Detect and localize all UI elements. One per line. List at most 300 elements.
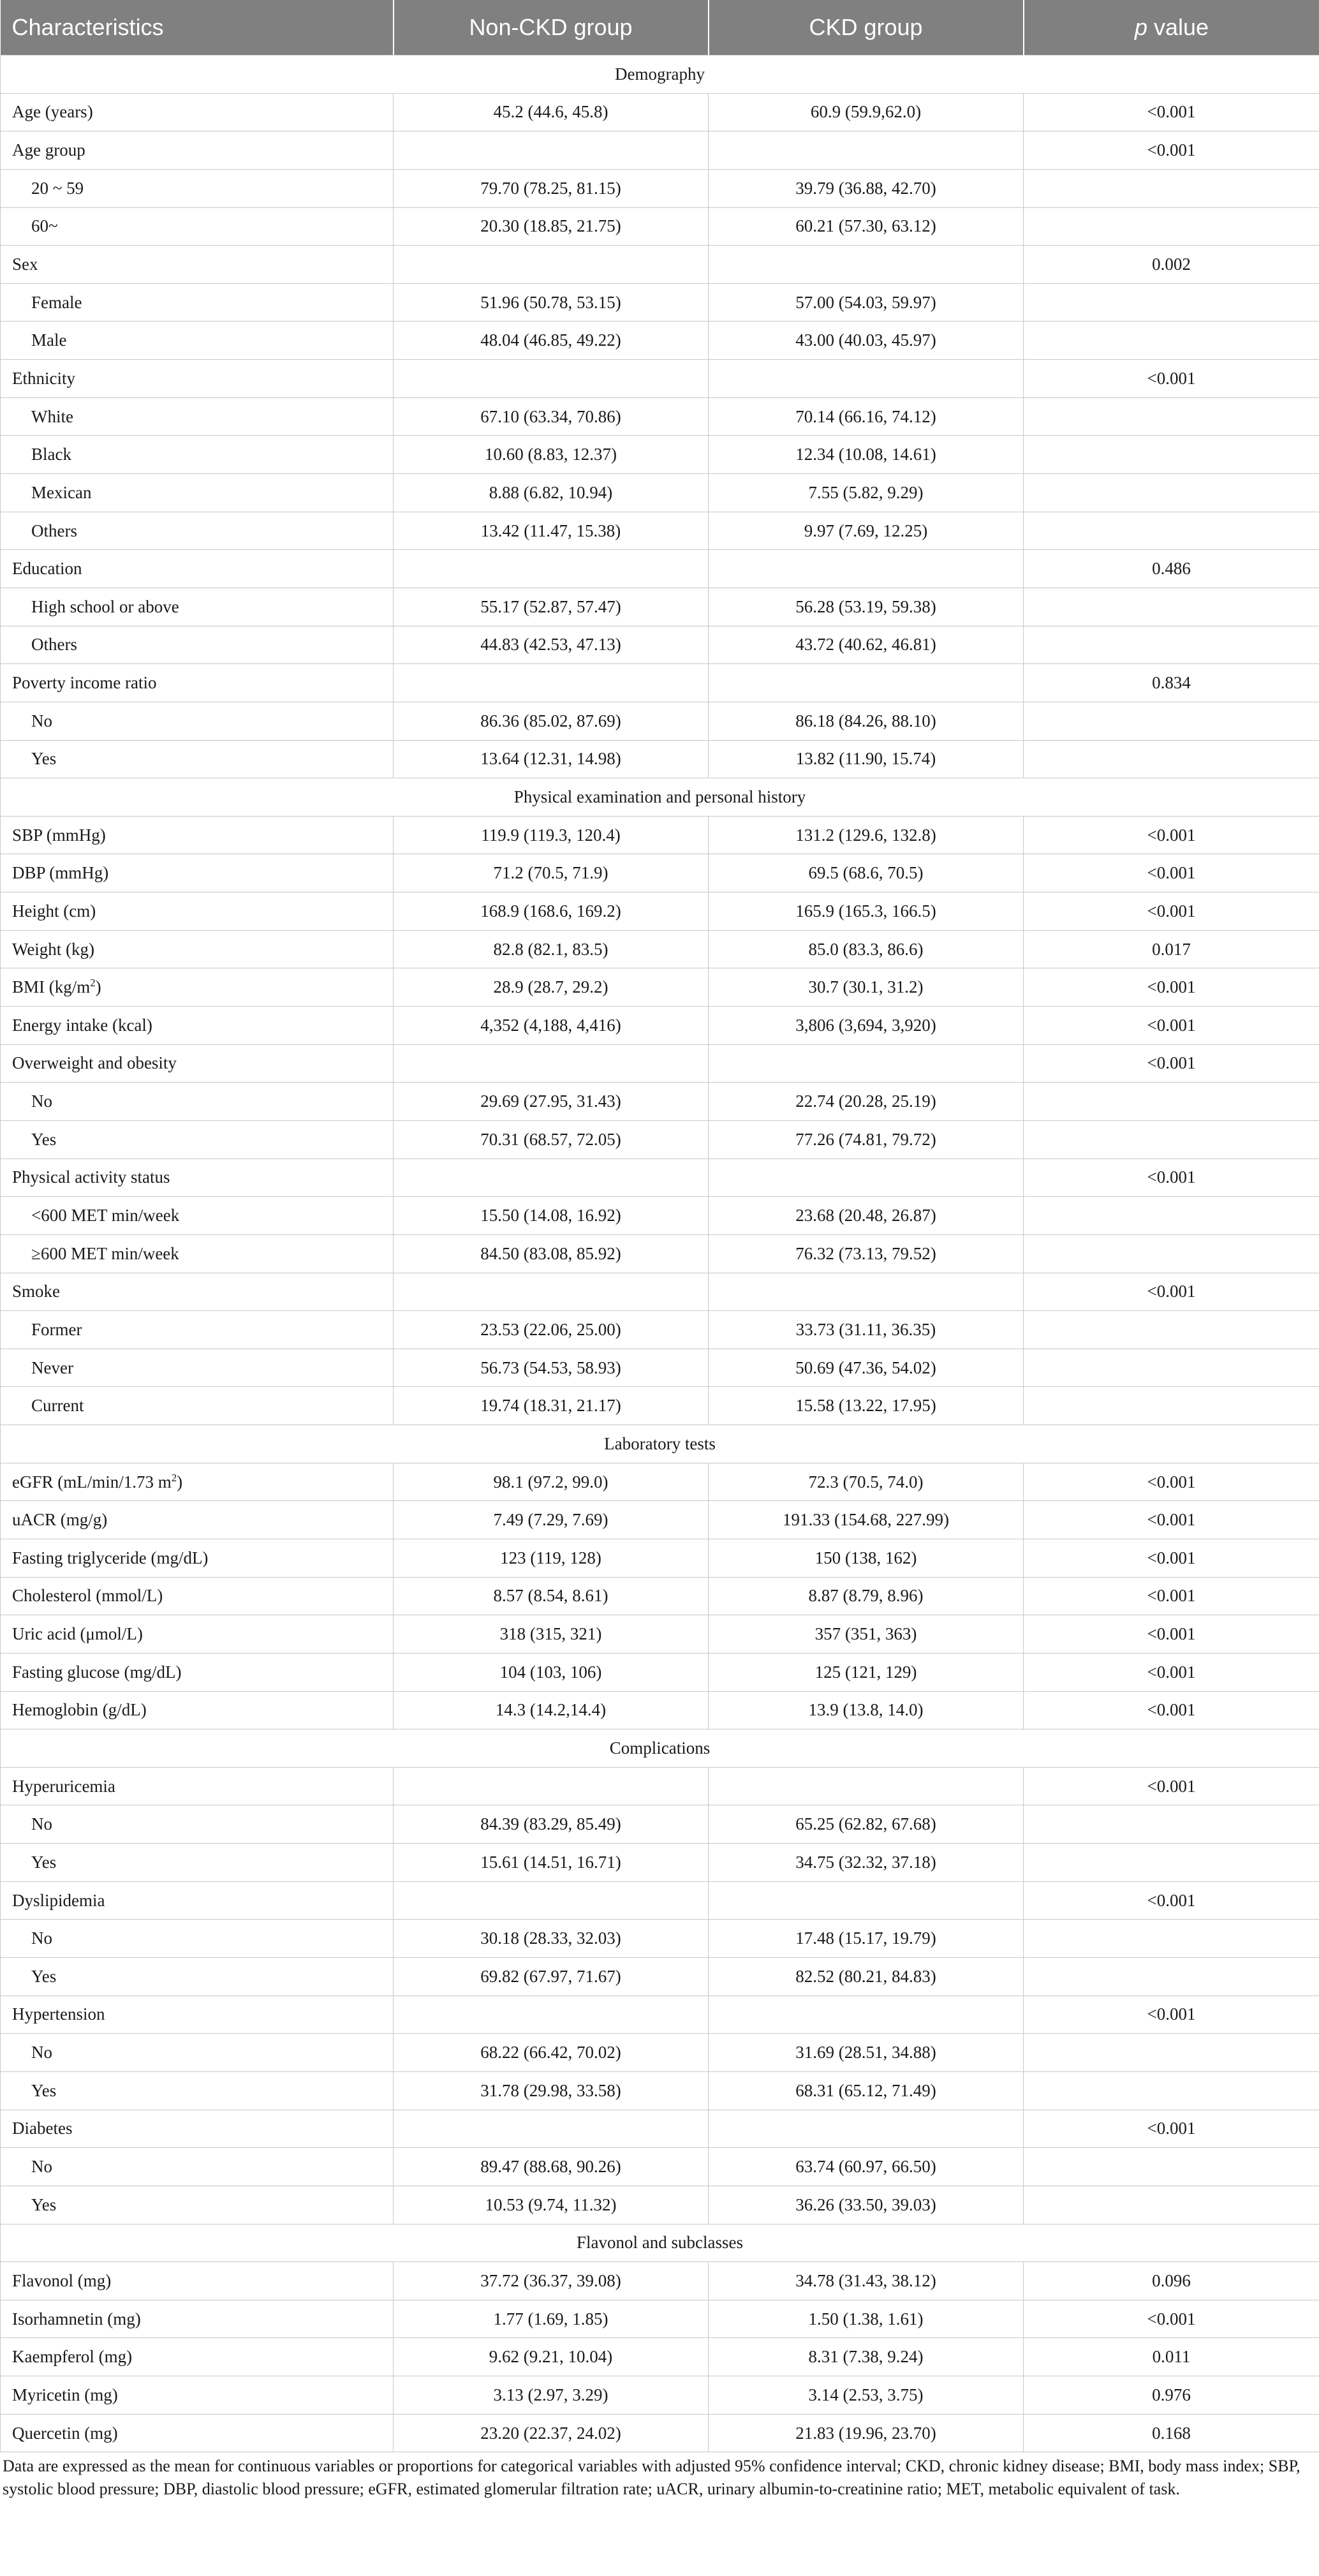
p-value: <0.001 (1024, 2110, 1319, 2148)
ckd-value: 191.33 (154.68, 227.99) (709, 1501, 1024, 1539)
table-row (1, 664, 1319, 702)
non-ckd-value (394, 131, 709, 170)
row-characteristic (1, 322, 394, 360)
characteristic-label: Physical activity status (12, 1167, 170, 1187)
characteristic-label-suffix: ) (177, 1472, 183, 1492)
row-characteristic (1, 1767, 394, 1805)
row-characteristic (1, 2034, 394, 2072)
table-row (1, 702, 1319, 740)
ckd-value (709, 550, 1024, 588)
row-characteristic (1, 854, 394, 892)
non-ckd-value: 44.83 (42.53, 47.13) (394, 626, 709, 664)
characteristic-label: SBP (mmHg) (12, 825, 106, 845)
characteristic-label: Hemoglobin (g/dL) (12, 1700, 147, 1720)
table-row (1, 1044, 1319, 1083)
ckd-value: 131.2 (129.6, 132.8) (709, 816, 1024, 854)
header-ckd-group: CKD group (709, 0, 1024, 56)
non-ckd-value: 13.42 (11.47, 15.38) (394, 512, 709, 550)
section-header-row (1, 56, 1319, 94)
p-value (1024, 1197, 1319, 1235)
table-row (1, 1463, 1319, 1501)
p-value (1024, 474, 1319, 512)
row-characteristic (1, 246, 394, 284)
p-value: <0.001 (1024, 2300, 1319, 2338)
p-value: <0.001 (1024, 1273, 1319, 1311)
characteristic-label: Age group (12, 140, 85, 160)
ckd-value: 7.55 (5.82, 9.29) (709, 474, 1024, 512)
non-ckd-value: 10.60 (8.83, 12.37) (394, 436, 709, 474)
row-characteristic (1, 626, 394, 664)
non-ckd-value: 15.50 (14.08, 16.92) (394, 1197, 709, 1235)
table-row (1, 1653, 1319, 1691)
p-value (1024, 1311, 1319, 1349)
non-ckd-value: 23.20 (22.37, 24.02) (394, 2414, 709, 2452)
p-value: <0.001 (1024, 968, 1319, 1007)
row-characteristic (1, 207, 394, 246)
characteristic-label: Quercetin (mg) (12, 2423, 118, 2443)
row-characteristic (1, 930, 394, 968)
characteristic-label: Yes (31, 1966, 57, 1986)
characteristic-label: No (31, 711, 52, 730)
characteristic-label: Black (31, 445, 71, 464)
p-value: <0.001 (1024, 1463, 1319, 1501)
p-value: <0.001 (1024, 1044, 1319, 1083)
non-ckd-value: 29.69 (27.95, 31.43) (394, 1083, 709, 1121)
p-value (1024, 2034, 1319, 2072)
table-row (1, 2300, 1319, 2338)
non-ckd-value: 69.82 (67.97, 71.67) (394, 1958, 709, 1996)
p-value (1024, 1958, 1319, 1996)
characteristic-label: Overweight and obesity (12, 1053, 177, 1073)
characteristic-label: Myricetin (mg) (12, 2385, 118, 2404)
table-row (1, 1691, 1319, 1729)
non-ckd-value: 56.73 (54.53, 58.93) (394, 1349, 709, 1387)
row-characteristic (1, 360, 394, 398)
ckd-value: 13.82 (11.90, 15.74) (709, 740, 1024, 778)
row-characteristic (1, 2376, 394, 2415)
p-value: <0.001 (1024, 854, 1319, 892)
table-row (1, 1577, 1319, 1615)
table-row (1, 1197, 1319, 1235)
p-value: <0.001 (1024, 1158, 1319, 1197)
row-characteristic (1, 2186, 394, 2224)
table-row (1, 1767, 1319, 1805)
table-row (1, 1958, 1319, 1996)
characteristic-label: Weight (kg) (12, 939, 95, 959)
p-value: <0.001 (1024, 360, 1319, 398)
row-characteristic (1, 1920, 394, 1958)
table-row (1, 474, 1319, 512)
characteristic-label: Sex (12, 255, 38, 274)
row-characteristic (1, 702, 394, 740)
non-ckd-value: 23.53 (22.06, 25.00) (394, 1311, 709, 1349)
non-ckd-value: 168.9 (168.6, 169.2) (394, 892, 709, 931)
ckd-value: 85.0 (83.3, 86.6) (709, 930, 1024, 968)
row-characteristic (1, 664, 394, 702)
row-characteristic (1, 1539, 394, 1577)
table-row (1, 816, 1319, 854)
ckd-value: 21.83 (19.96, 23.70) (709, 2414, 1024, 2452)
ckd-value: 60.21 (57.30, 63.12) (709, 207, 1024, 246)
table-footnote: Data are expressed as the mean for continuous variables or proportions for categorical variables with adjusted 95% confidence interval; CKD, chronic kidney disease; BMI, body mass index; SBP, systolic blood pressure; DBP, diastolic blood pressure; eGFR, estimated glomerular filtration rate; uACR, urinary albumin-to-creatinine ratio; MET, metabolic equivalent of task. (3, 2457, 1301, 2499)
table-row (1, 1805, 1319, 1844)
row-characteristic (1, 2071, 394, 2110)
ckd-value: 8.87 (8.79, 8.96) (709, 1577, 1024, 1615)
non-ckd-value: 79.70 (78.25, 81.15) (394, 169, 709, 207)
table-row (1, 2376, 1319, 2415)
characteristic-superscript: 2 (90, 977, 96, 989)
characteristic-superscript: 2 (171, 1471, 177, 1484)
non-ckd-value: 98.1 (97.2, 99.0) (394, 1463, 709, 1501)
ckd-value: 1.50 (1.38, 1.61) (709, 2300, 1024, 2338)
row-characteristic (1, 2148, 394, 2186)
characteristic-label: 60~ (31, 216, 58, 236)
section-title: Complications (1, 1729, 1319, 1768)
section-title: Physical examination and personal history (1, 778, 1319, 817)
non-ckd-value (394, 1044, 709, 1083)
p-value (1024, 1920, 1319, 1958)
ckd-value (709, 1044, 1024, 1083)
non-ckd-value: 70.31 (68.57, 72.05) (394, 1120, 709, 1158)
row-characteristic (1, 816, 394, 854)
characteristic-label: Height (cm) (12, 901, 96, 921)
p-value: <0.001 (1024, 1691, 1319, 1729)
row-characteristic (1, 1691, 394, 1729)
non-ckd-value (394, 1881, 709, 1920)
p-value (1024, 1844, 1319, 1882)
characteristic-label: Mexican (31, 482, 92, 502)
p-value (1024, 397, 1319, 436)
characteristic-label: No (31, 1814, 52, 1834)
p-value: <0.001 (1024, 131, 1319, 170)
non-ckd-value: 119.9 (119.3, 120.4) (394, 816, 709, 854)
characteristic-label: Age (years) (12, 102, 93, 122)
p-value: 0.486 (1024, 550, 1319, 588)
non-ckd-value: 30.18 (28.33, 32.03) (394, 1920, 709, 1958)
non-ckd-value: 1.77 (1.69, 1.85) (394, 2300, 709, 2338)
non-ckd-value: 10.53 (9.74, 11.32) (394, 2186, 709, 2224)
ckd-value: 70.14 (66.16, 74.12) (709, 397, 1024, 436)
table-header (1, 0, 1319, 56)
ckd-value: 36.26 (33.50, 39.03) (709, 2186, 1024, 2224)
p-value (1024, 207, 1319, 246)
p-value: <0.001 (1024, 1007, 1319, 1045)
characteristic-label: Current (31, 1396, 84, 1416)
table-row (1, 1387, 1319, 1425)
p-value (1024, 740, 1319, 778)
row-characteristic (1, 512, 394, 550)
ckd-value: 86.18 (84.26, 88.10) (709, 702, 1024, 740)
row-characteristic (1, 968, 394, 1007)
row-characteristic (1, 550, 394, 588)
characteristic-label: Yes (31, 1129, 57, 1149)
p-value: 0.096 (1024, 2262, 1319, 2300)
ckd-value: 60.9 (59.9,62.0) (709, 93, 1024, 131)
row-characteristic (1, 1234, 394, 1273)
p-value: <0.001 (1024, 1995, 1319, 2034)
ckd-value: 9.97 (7.69, 12.25) (709, 512, 1024, 550)
non-ckd-value: 104 (103, 106) (394, 1653, 709, 1691)
row-characteristic (1, 1653, 394, 1691)
table-row (1, 588, 1319, 626)
row-characteristic (1, 397, 394, 436)
ckd-value (709, 246, 1024, 284)
row-characteristic (1, 1083, 394, 1121)
p-value (1024, 1805, 1319, 1844)
characteristic-label: DBP (mmHg) (12, 863, 109, 883)
table-row (1, 246, 1319, 284)
p-value: 0.834 (1024, 664, 1319, 702)
p-value: <0.001 (1024, 1653, 1319, 1691)
characteristic-label: High school or above (31, 596, 179, 616)
table-row (1, 397, 1319, 436)
characteristic-label-suffix: ) (95, 977, 101, 997)
p-value: 0.168 (1024, 2414, 1319, 2452)
ckd-value: 125 (121, 129) (709, 1653, 1024, 1691)
ckd-value: 165.9 (165.3, 166.5) (709, 892, 1024, 931)
section-header-row (1, 778, 1319, 817)
non-ckd-value (394, 2110, 709, 2148)
p-value: 0.002 (1024, 246, 1319, 284)
ckd-value (709, 131, 1024, 170)
row-characteristic (1, 1197, 394, 1235)
non-ckd-value: 48.04 (46.85, 49.22) (394, 322, 709, 360)
table-row (1, 550, 1319, 588)
characteristic-label: Hypertension (12, 2004, 105, 2024)
ckd-value: 34.78 (31.43, 38.12) (709, 2262, 1024, 2300)
characteristic-label: Ethnicity (12, 368, 75, 388)
row-characteristic (1, 1387, 394, 1425)
non-ckd-value: 14.3 (14.2,14.4) (394, 1691, 709, 1729)
header-row (1, 0, 1319, 56)
characteristic-label: BMI (kg/m (12, 977, 91, 997)
ckd-value: 8.31 (7.38, 9.24) (709, 2338, 1024, 2376)
characteristic-label: Poverty income ratio (12, 673, 157, 693)
row-characteristic (1, 93, 394, 131)
table-row (1, 1273, 1319, 1311)
non-ckd-value: 13.64 (12.31, 14.98) (394, 740, 709, 778)
table-row (1, 1615, 1319, 1654)
characteristic-label: Flavonol (mg) (12, 2270, 112, 2290)
characteristic-label: Male (31, 330, 67, 350)
table-row (1, 1234, 1319, 1273)
p-value: <0.001 (1024, 1767, 1319, 1805)
non-ckd-value: 3.13 (2.97, 3.29) (394, 2376, 709, 2415)
p-value (1024, 283, 1319, 322)
p-value (1024, 1120, 1319, 1158)
table-body (1, 56, 1319, 2452)
p-value (1024, 169, 1319, 207)
non-ckd-value (394, 1995, 709, 2034)
row-characteristic (1, 2300, 394, 2338)
row-characteristic (1, 588, 394, 626)
p-value (1024, 626, 1319, 664)
ckd-value (709, 360, 1024, 398)
ckd-value: 39.79 (36.88, 42.70) (709, 169, 1024, 207)
characteristic-label: ≥600 MET min/week (31, 1243, 179, 1263)
ckd-value (709, 1881, 1024, 1920)
table-row (1, 283, 1319, 322)
characteristic-label: No (31, 1928, 52, 1948)
table-row (1, 626, 1319, 664)
table-row (1, 1881, 1319, 1920)
non-ckd-value: 86.36 (85.02, 87.69) (394, 702, 709, 740)
table-row (1, 1539, 1319, 1577)
characteristic-label: Yes (31, 749, 57, 769)
table-row (1, 740, 1319, 778)
ckd-value: 77.26 (74.81, 79.72) (709, 1120, 1024, 1158)
table-row (1, 1120, 1319, 1158)
ckd-value (709, 2110, 1024, 2148)
table-row (1, 1311, 1319, 1349)
ckd-value: 57.00 (54.03, 59.97) (709, 283, 1024, 322)
non-ckd-value: 31.78 (29.98, 33.58) (394, 2071, 709, 2110)
ckd-value: 23.68 (20.48, 26.87) (709, 1197, 1024, 1235)
characteristic-label: Hyperuricemia (12, 1776, 115, 1796)
row-characteristic (1, 1501, 394, 1539)
p-value (1024, 588, 1319, 626)
non-ckd-value: 4,352 (4,188, 4,416) (394, 1007, 709, 1045)
characteristic-label: No (31, 2157, 52, 2177)
ckd-value: 76.32 (73.13, 79.52) (709, 1234, 1024, 1273)
p-value: 0.011 (1024, 2338, 1319, 2376)
ckd-value: 50.69 (47.36, 54.02) (709, 1349, 1024, 1387)
characteristic-label: Isorhamnetin (mg) (12, 2309, 141, 2328)
characteristic-label: Never (31, 1358, 73, 1377)
row-characteristic (1, 1844, 394, 1882)
ckd-value: 3,806 (3,694, 3,920) (709, 1007, 1024, 1045)
table-row (1, 2338, 1319, 2376)
non-ckd-value: 123 (119, 128) (394, 1539, 709, 1577)
non-ckd-value: 28.9 (28.7, 29.2) (394, 968, 709, 1007)
characteristic-label: Dyslipidemia (12, 1890, 105, 1910)
row-characteristic (1, 892, 394, 931)
non-ckd-value: 82.8 (82.1, 83.5) (394, 930, 709, 968)
row-characteristic (1, 1273, 394, 1311)
table-row (1, 93, 1319, 131)
characteristic-label: <600 MET min/week (31, 1206, 180, 1225)
characteristic-label: Former (31, 1319, 82, 1339)
row-characteristic (1, 169, 394, 207)
p-value: <0.001 (1024, 1881, 1319, 1920)
p-value: <0.001 (1024, 1577, 1319, 1615)
row-characteristic (1, 1120, 394, 1158)
ckd-value (709, 1273, 1024, 1311)
ckd-value (709, 1158, 1024, 1197)
characteristic-label: uACR (mg/g) (12, 1510, 108, 1530)
characteristic-label: No (31, 2043, 52, 2062)
table-row (1, 322, 1319, 360)
p-value: <0.001 (1024, 93, 1319, 131)
table-row (1, 512, 1319, 550)
ckd-value: 3.14 (2.53, 3.75) (709, 2376, 1024, 2415)
table-row (1, 436, 1319, 474)
section-header-row (1, 2224, 1319, 2262)
non-ckd-value: 8.57 (8.54, 8.61) (394, 1577, 709, 1615)
ckd-value: 31.69 (28.51, 34.88) (709, 2034, 1024, 2072)
table-row (1, 1349, 1319, 1387)
table-row (1, 2148, 1319, 2186)
characteristic-label: Cholesterol (mmol/L) (12, 1586, 163, 1606)
row-characteristic (1, 474, 394, 512)
p-value: <0.001 (1024, 816, 1319, 854)
p-value: <0.001 (1024, 1501, 1319, 1539)
ckd-value: 357 (351, 363) (709, 1615, 1024, 1654)
table-row (1, 1844, 1319, 1882)
p-value: <0.001 (1024, 1615, 1319, 1654)
p-value (1024, 2148, 1319, 2186)
ckd-value: 13.9 (13.8, 14.0) (709, 1691, 1024, 1729)
table-row (1, 207, 1319, 246)
row-characteristic (1, 2414, 394, 2452)
non-ckd-value (394, 246, 709, 284)
characteristic-label: Energy intake (kcal) (12, 1015, 152, 1035)
ckd-value: 12.34 (10.08, 14.61) (709, 436, 1024, 474)
ckd-value: 30.7 (30.1, 31.2) (709, 968, 1024, 1007)
non-ckd-value (394, 664, 709, 702)
p-value (1024, 702, 1319, 740)
p-value (1024, 512, 1319, 550)
characteristic-label: Uric acid (μmol/L) (12, 1624, 143, 1644)
header-value-word: value (1147, 14, 1209, 40)
non-ckd-value (394, 1158, 709, 1197)
characteristic-label: No (31, 1092, 52, 1111)
row-characteristic (1, 1958, 394, 1996)
section-title: Laboratory tests (1, 1425, 1319, 1463)
row-characteristic (1, 436, 394, 474)
characteristic-label: Fasting triglyceride (mg/dL) (12, 1548, 209, 1567)
ckd-value: 15.58 (13.22, 17.95) (709, 1387, 1024, 1425)
non-ckd-value: 51.96 (50.78, 53.15) (394, 283, 709, 322)
row-characteristic (1, 283, 394, 322)
p-value (1024, 2186, 1319, 2224)
non-ckd-value: 45.2 (44.6, 45.8) (394, 93, 709, 131)
header-non-ckd-group: Non-CKD group (394, 0, 709, 56)
p-value (1024, 1083, 1319, 1121)
ckd-value: 22.74 (20.28, 25.19) (709, 1083, 1024, 1121)
section-header-row (1, 1729, 1319, 1768)
ckd-value: 65.25 (62.82, 67.68) (709, 1805, 1024, 1844)
row-characteristic (1, 1158, 394, 1197)
p-value (1024, 2071, 1319, 2110)
characteristic-label: Fasting glucose (mg/dL) (12, 1662, 182, 1682)
p-value: 0.976 (1024, 2376, 1319, 2415)
table-row (1, 1007, 1319, 1045)
row-characteristic (1, 740, 394, 778)
non-ckd-value (394, 1767, 709, 1805)
row-characteristic (1, 1577, 394, 1615)
non-ckd-value: 67.10 (63.34, 70.86) (394, 397, 709, 436)
non-ckd-value: 84.39 (83.29, 85.49) (394, 1805, 709, 1844)
non-ckd-value: 84.50 (83.08, 85.92) (394, 1234, 709, 1273)
row-characteristic (1, 1349, 394, 1387)
table-row (1, 1083, 1319, 1121)
row-characteristic (1, 1311, 394, 1349)
characteristic-label: Smoke (12, 1282, 61, 1301)
non-ckd-value: 68.22 (66.42, 70.02) (394, 2034, 709, 2072)
p-value: 0.017 (1024, 930, 1319, 968)
non-ckd-value: 55.17 (52.87, 57.47) (394, 588, 709, 626)
p-value (1024, 1234, 1319, 1273)
table-row (1, 854, 1319, 892)
ckd-value (709, 1995, 1024, 2034)
row-characteristic (1, 1805, 394, 1844)
non-ckd-value: 15.61 (14.51, 16.71) (394, 1844, 709, 1882)
p-value (1024, 1387, 1319, 1425)
section-header-row (1, 1425, 1319, 1463)
characteristic-label: 20 ~ 59 (31, 178, 84, 198)
table-row (1, 1501, 1319, 1539)
